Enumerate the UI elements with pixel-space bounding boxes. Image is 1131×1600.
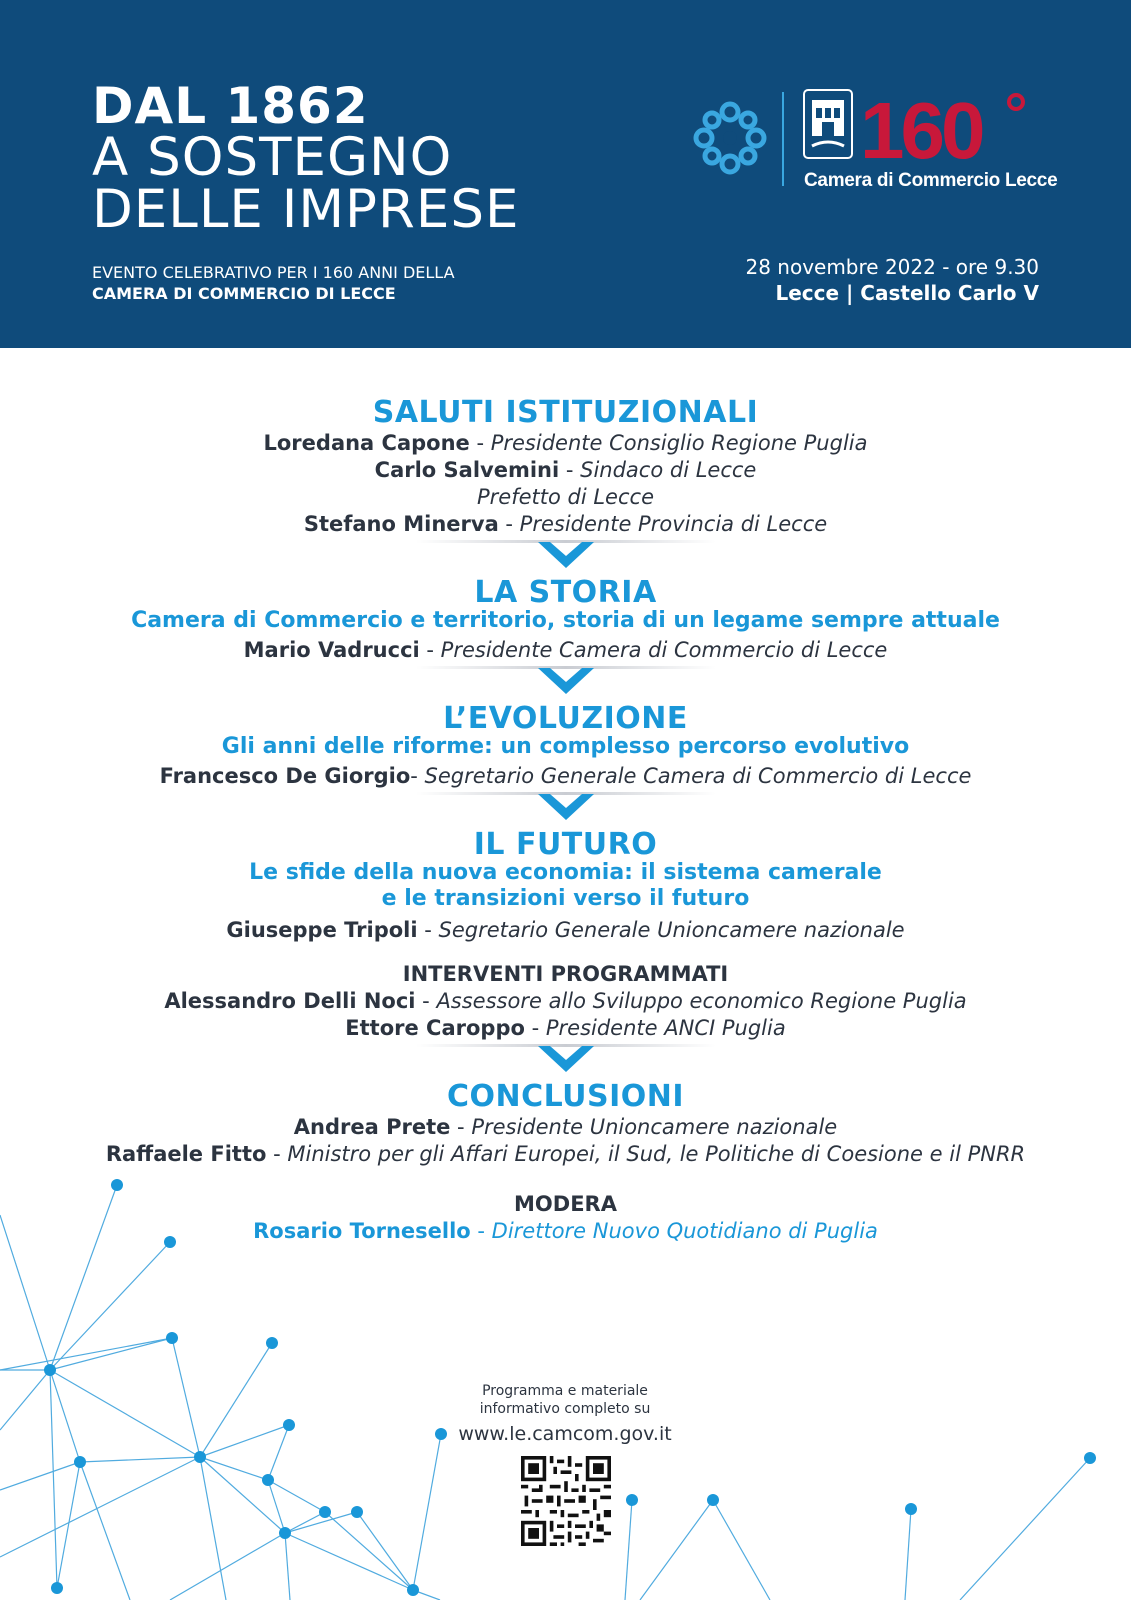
section-storia bbox=[0, 576, 1131, 664]
speaker-line: Prefetto di Lecce bbox=[477, 485, 654, 509]
chevron-down-icon bbox=[416, 538, 716, 576]
speaker-line: Loredana Capone - Presidente Consiglio Regione Puglia bbox=[263, 431, 868, 455]
section-evoluzione bbox=[0, 702, 1131, 790]
speaker-line: Mario Vadrucci - Presidente Camera di Commercio di Lecce bbox=[243, 638, 888, 662]
speaker-line: Ettore Caroppo - Presidente ANCI Puglia bbox=[345, 1016, 786, 1040]
section-title: L’EVOLUZIONE bbox=[443, 701, 688, 736]
section-title: INTERVENTI PROGRAMMATI bbox=[402, 962, 729, 986]
section-title: MODERA bbox=[514, 1192, 617, 1216]
website-link[interactable]: www.le.camcom.gov.it bbox=[458, 1423, 672, 1445]
speaker-line: Giuseppe Tripoli - Segretario Generale Unioncamere nazionale bbox=[226, 918, 905, 942]
section-conclusioni bbox=[0, 1080, 1131, 1168]
section-saluti bbox=[0, 396, 1131, 538]
svg-text:160: 160 bbox=[860, 88, 982, 168]
chevron-down-icon bbox=[416, 1042, 716, 1080]
subtitle-line: CAMERA DI COMMERCIO DI LECCE bbox=[92, 284, 396, 303]
program bbox=[0, 396, 1131, 1245]
chevron-down-icon bbox=[416, 790, 716, 828]
speaker-line: Stefano Minerva - Presidente Provincia di Lecce bbox=[303, 512, 828, 536]
section-title: IL FUTURO bbox=[473, 827, 658, 862]
event-date: 28 novembre 2022 - ore 9.30 bbox=[745, 255, 1039, 279]
section-modera bbox=[0, 1190, 1131, 1245]
section-interventi bbox=[0, 960, 1131, 1042]
speaker-line: Raffaele Fitto - Ministro per gli Affari Europei, il Sud, le Politiche di Coesione e il PNRR bbox=[105, 1142, 1026, 1166]
headline-line: DAL 1862 bbox=[92, 77, 369, 135]
section-title: LA STORIA bbox=[474, 575, 657, 610]
speaker-line: Carlo Salvemini - Sindaco di Lecce bbox=[374, 458, 757, 482]
section-subtitle: Camera di Commercio e territorio, storia di un legame sempre attuale bbox=[131, 608, 1000, 633]
section-subtitle: e le transizioni verso il futuro bbox=[381, 886, 750, 911]
info-text: informativo completo su bbox=[479, 1401, 651, 1417]
event-venue: Lecce | Castello Carlo V bbox=[775, 281, 1039, 305]
program-info bbox=[400, 1382, 730, 1447]
speaker-line: Alessandro Delli Noci - Assessore allo Sviluppo economico Regione Puglia bbox=[164, 989, 967, 1013]
section-title: SALUTI ISTITUZIONALI bbox=[372, 395, 759, 430]
info-text: Programma e materiale bbox=[482, 1383, 648, 1399]
subtitle-line: EVENTO CELEBRATIVO PER I 160 ANNI DELLA bbox=[92, 263, 455, 282]
section-futuro bbox=[0, 828, 1131, 944]
section-subtitle: Gli anni delle riforme: un complesso percorso evolutivo bbox=[221, 734, 910, 759]
section-subtitle: Le sfide della nuova economia: il sistema camerale bbox=[249, 860, 882, 885]
headline-line: A SOSTEGNO bbox=[92, 127, 453, 188]
speaker-line: Andrea Prete - Presidente Unioncamere nazionale bbox=[293, 1115, 838, 1139]
moderator-line: Rosario Tornesello - Direttore Nuovo Quotidiano di Puglia bbox=[253, 1219, 878, 1243]
section-title: CONCLUSIONI bbox=[446, 1079, 685, 1114]
chevron-down-icon bbox=[416, 664, 716, 702]
speaker-line: Francesco De Giorgio- Segretario Generale Camera di Commercio di Lecce bbox=[159, 764, 972, 788]
qr-code-icon[interactable] bbox=[521, 1456, 611, 1546]
logo-name: Camera di Commercio Lecce bbox=[804, 170, 1058, 191]
headline-line: DELLE IMPRESE bbox=[92, 179, 520, 240]
